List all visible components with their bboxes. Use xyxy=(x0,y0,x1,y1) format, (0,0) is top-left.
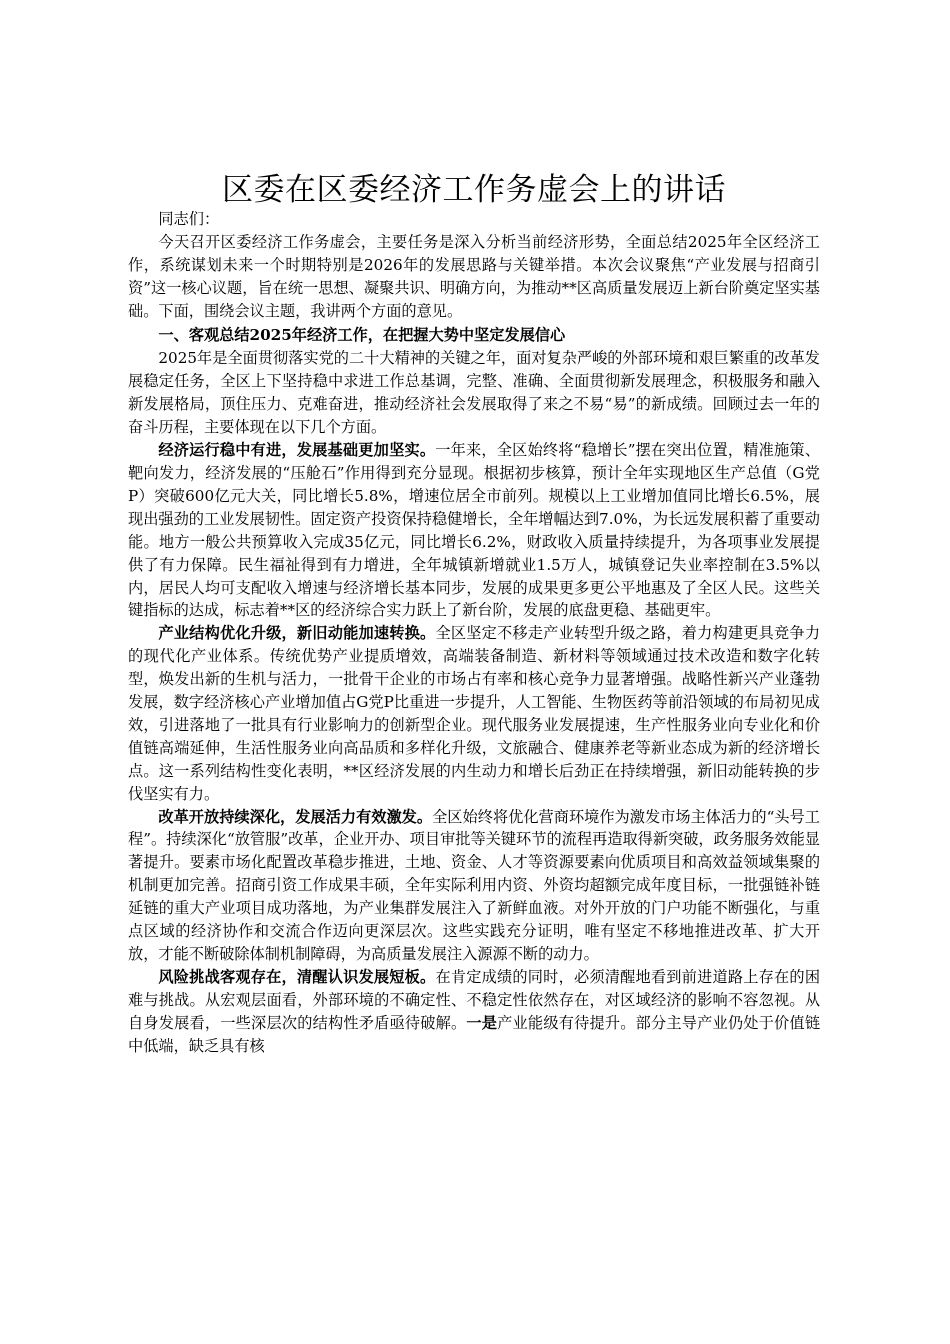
paragraph-industry-body: 全区坚定不移走产业转型升级之路，着力构建更具竞争力的现代化产业体系。传统优势产业提质增效，高端装备制造、新材料等领域通过技术改造和数字化转型，焕发出新的生机与活力，一批骨干企业的市场占有率和核心竞争力显著增强。战略性新兴产业蓬勃发展，数字经济核心产业增加值占G党P比重进一步提升，人工智能、生物医药等前沿领域的布局初见成效，引进落地了一批具有行业影响力的创新型企业。现代服务业发展提速，生产性服务业向专业化和价值链高端延伸，生活性服务业向高品质和多样化升级，文旅融合、健康养老等新业态成为新的经济增长点。这一系列结构性变化表明，**区经济发展的内生动力和增长后劲正在持续增强，新旧动能转换的步伐坚实有力。 xyxy=(128,624,821,803)
paragraph-economy-lead: 经济运行稳中有进，发展基础更加坚实。 xyxy=(158,441,436,460)
intro-paragraph: 今天召开区委经济工作务虚会，主要任务是深入分析当前经济形势，全面总结2025年全区经济工作，系统谋划未来一个时期特别是2026年的发展思路与关键举措。本次会议聚焦“产业发展与招商引资”这一核心议题，旨在统一思想、凝聚共识、明确方向，为推动**区高质量发展迈上新台阶奠定坚实基础。下面，围绕会议主题，我讲两个方面的意见。 xyxy=(128,232,820,320)
document-page xyxy=(128,170,820,1058)
salutation: 同志们： xyxy=(158,210,220,228)
paragraph-risks-point-one: 一是 xyxy=(466,1013,498,1032)
paragraph-reform-lead: 改革开放持续深化，发展活力有效激发。 xyxy=(158,807,433,826)
paragraph-risks xyxy=(128,966,820,1058)
document-title: 区委在区委经济工作务虚会上的讲话 xyxy=(222,172,726,208)
paragraph-reform-body: 全区始终将优化营商环境作为激发市场主体活力的“头号工程”。持续深化“放管服”改革，企业开办、项目审批等关键环节的流程再造取得新突破，政务服务效能显著提升。要素市场化配置改革稳步推进，土地、资金、人才等资源要素向优质项目和高效益领域集聚的机制更加完善。招商引资工作成果丰硕，全年实际利用内资、外资均超额完成年度目标，一批强链补链延链的重大产业项目成功落地，为产业集群发展注入了新鲜血液。对外开放的门户功能不断强化，与重点区域的经济协作和交流合作迈向更深层次。这些实践充分证明，唯有坚定不移地推进改革、扩大开放，才能不断破除体制机制障碍，为高质量发展注入源源不断的动力。 xyxy=(128,807,820,963)
section-1-intro: 2025年是全面贯彻落实党的二十大精神的关键之年，面对复杂严峻的外部环境和艰巨繁重的改革发展稳定任务，全区上下坚持稳中求进工作总基调，完整、准确、全面贯彻新发展理念，积极服务和融入新发展格局，顶住压力、克难奋进，推动经济社会发展取得了来之不易“易”的新成绩。回顾过去一年的奋斗历程，主要体现在以下几个方面。 xyxy=(128,349,820,437)
paragraph-economy xyxy=(128,439,820,622)
section-1-heading: 一、客观总结2025年经济工作，在把握大势中坚定发展信心 xyxy=(158,325,566,344)
paragraph-reform xyxy=(128,806,820,966)
paragraph-industry xyxy=(128,622,820,805)
paragraph-industry-lead: 产业结构优化升级，新旧动能加速转换。 xyxy=(158,624,436,643)
paragraph-risks-lead: 风险挑战客观存在，清醒认识发展短板。 xyxy=(158,967,436,986)
paragraph-risks-body: 在肯定成绩的同时，必须清醒地看到前进道路上存在的困难与挑战。从宏观层面看，外部环境的不确定性、不稳定性依然存在，对区域经济的影响不容忽视。从自身发展看，一些深层次的结构性矛盾亟待破解。 xyxy=(128,967,821,1032)
paragraph-economy-body: 一年来，全区始终将“稳增长”摆在突出位置，精准施策、靶向发力，经济发展的“压舱石”作用得到充分显现。根据初步核算，预计全年实现地区生产总值（G党P）突破600亿元大关，同比增长5.8%，增速位居全市前列。规模以上工业增加值同比增长6.5%，展现出强劲的工业发展韧性。固定资产投资保持稳健增长，全年增幅达到7.0%，为长远发展积蓄了重要动能。地方一般公共预算收入完成35亿元，同比增长6.2%，财政收入质量持续提升，为各项事业发展提供了有力保障。民生福祉得到有力增进，全年城镇新增就业1.5万人，城镇登记失业率控制在3.5%以内，居民人均可支配收入增速与经济增长基本同步，发展的成果更多更公平地惠及了全区人民。这些关键指标的达成，标志着**区的经济综合实力跃上了新台阶，发展的底盘更稳、基础更牢。 xyxy=(128,441,821,620)
paragraph-risks-tail: 产业能级有待提升。部分主导产业仍处于价值链中低端，缺乏具有核 xyxy=(128,1013,821,1055)
